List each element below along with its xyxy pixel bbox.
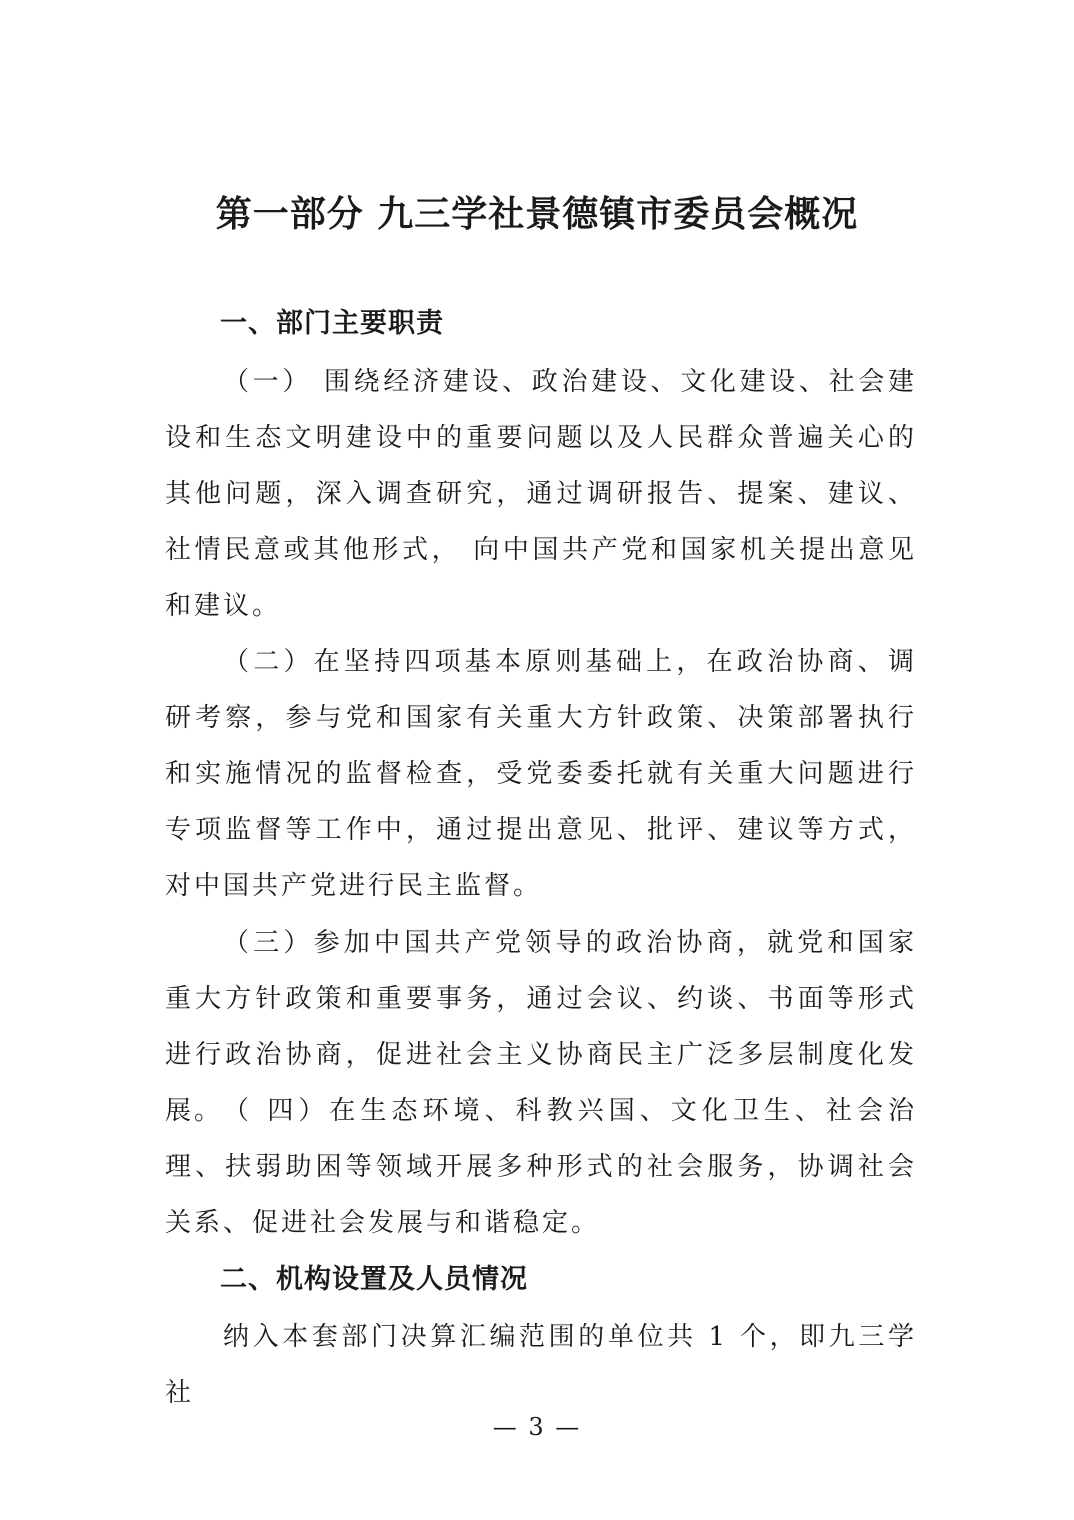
paragraph-organization-1: 纳入本套部门决算汇编范围的单位共 1 个，即九三学社 [165, 1322, 917, 1408]
section-heading-duties: 一、部门主要职责 [220, 308, 444, 339]
page-number: — 3 — [492, 1413, 582, 1441]
paragraph-duty-1: （一） 围绕经济建设、政治建设、文化建设、社会建设和生态文明建设中的重要问题以及人民群众普遍关心的其他问题，深入调查研究，通过调研报告、提案、建议、社情民意或其他形式， 向中国共产党和国家机关提出意见和建议。 [165, 367, 917, 621]
paragraph-duty-3: （三）参加中国共产党领导的政治协商，就党和国家重大方针政策和重要事务，通过会议、约谈、书面等形式进行政治协商，促进社会主义协商民主广泛多层制度化发展。 [165, 928, 917, 1126]
section-heading-organization: 二、机构设置及人员情况 [220, 1264, 528, 1295]
paragraph-duty-2: （二）在坚持四项基本原则基础上，在政治协商、调研考察，参与党和国家有关重大方针政策、决策部署执行和实施情况的监督检查，受党委委托就有关重大问题进行专项监督等工作中，通过提出意见、批评、建议等方式，对中国共产党进行民主监督。 [165, 647, 917, 901]
paragraph-duty-4: （ 四）在生态环境、科教兴国、文化卫生、社会治理、扶弱助困等领域开展多种形式的社会服务，协调社会关系、促进社会发展与和谐稳定。 [165, 1096, 917, 1238]
page-title: 第一部分 九三学社景德镇市委员会概况 [215, 194, 859, 235]
